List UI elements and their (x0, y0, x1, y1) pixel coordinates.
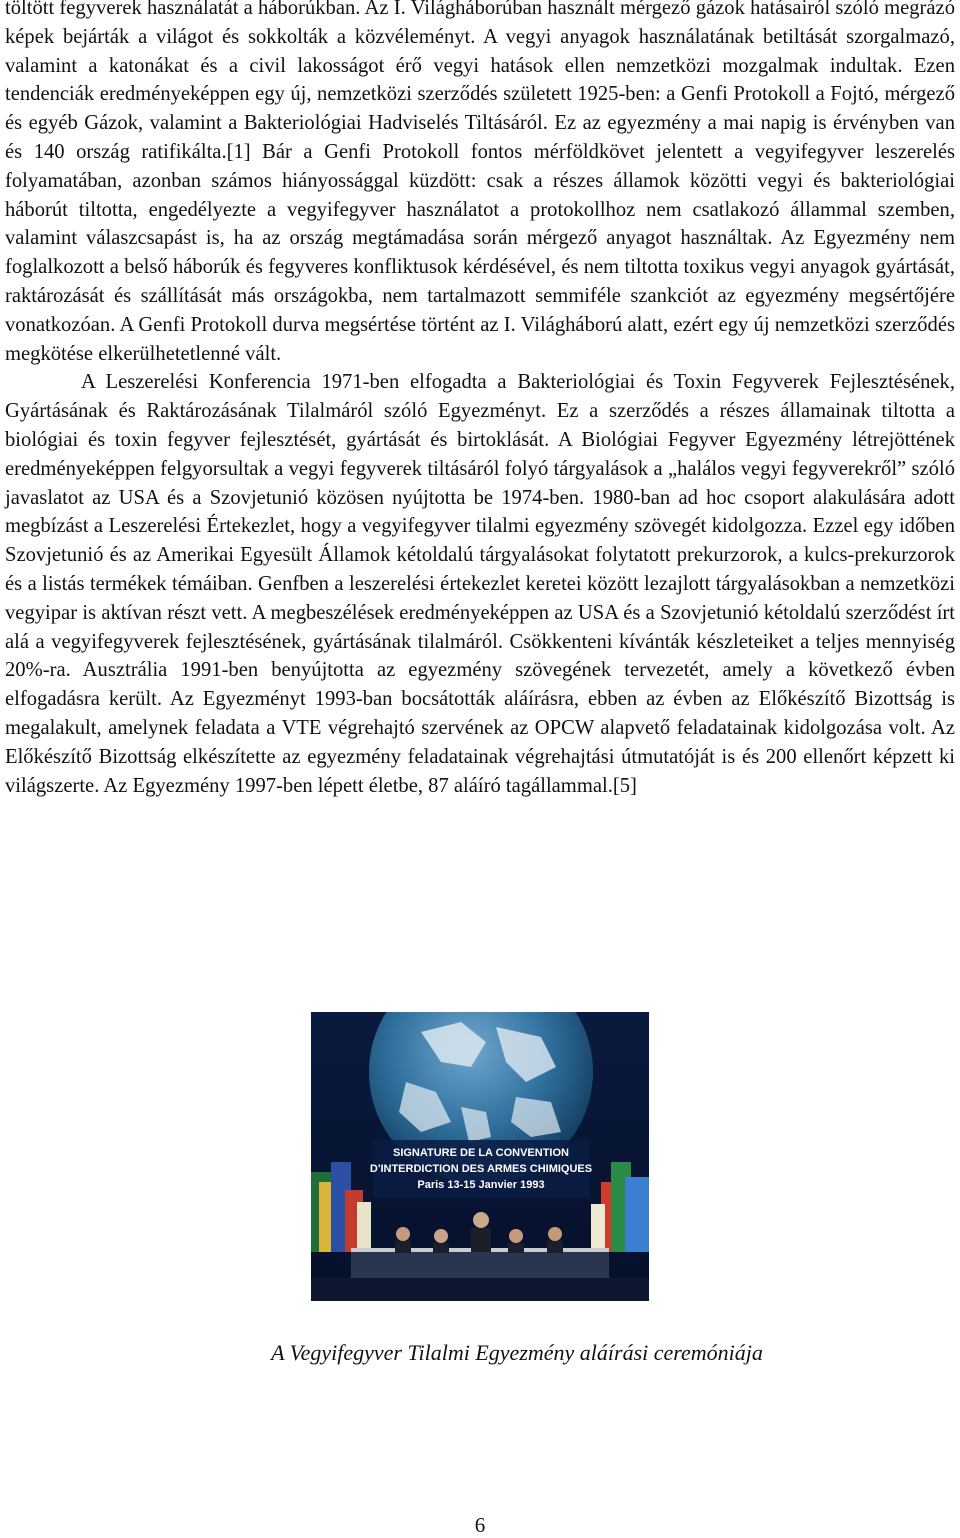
banner-line-1: SIGNATURE DE LA CONVENTION (392, 1147, 570, 1159)
banner-line-3: Paris 13-15 Janvier 1993 (417, 1179, 545, 1191)
paragraph-1: töltött fegyverek használatát a háborúkban. Az I. Világháborúban használt mérgező gázok hatásairól szóló megrázó képek bejárták a világot és sokkolták a közvéleményt. A vegyi anyagok használatának betiltását szorgalmazó, valamint a katonákat és a civil lakosságot érő vegyi hatások ellen nemzetközi mozgalmak indultak. Ezen tendenciák eredményeképpen egy új, nemzetközi szerződés született 1925-ben: a Genfi Protokoll a Fojtó, mérgező és egyéb Gázok, valamint a Bakteriológiai Hadviselés Tiltásáról. Ez az egyezmény a mai napig is érvényben van és 140 ország ratifikálta.[1] Bár a Genfi Protokoll fontos mérföldkövet jelentett a vegyifegyver leszerelés folyamatában, azonban számos hiányossággal küzdött: csak a részes államok közötti vegyi és bakteriológiai háborút tiltotta, engedélyezte a vegyifegyver használatot a protokollhoz nem csatlakozó állammal szemben, valamint válaszcsapást is, ha az ország megtámadása során mérgező anyagot használtak. Az Egyezmény nem foglalkozott a belső háborúk és fegyveres konfliktusok kérdésével, és nem tiltotta toxikus vegyi anyagok gyártását, raktározását és szállítását más országokba, nem tartalmazott semmiféle szankciót az egyezmény megsértőjére vonatkozóan. A Genfi Protokoll durva megsértése történt az I. Világháború alatt, ezért egy új nemzetközi szerződés megkötése elkerülhetetlenné vált. (5, 0, 955, 365)
page-number: 6 (474, 1513, 486, 1537)
signing-ceremony-photo (311, 1012, 649, 1301)
paragraph-2: A Leszerelési Konferencia 1971-ben elfogadta a Bakteriológiai és Toxin Fegyverek Fejlesztésének, Gyártásának és Raktározásának Tilalmáról szóló Egyezményt. Ez a szerződés a részes államainak tiltotta a biológiai és toxin fegyver fejlesztését, gyártását és birtoklását. A Biológiai Fegyver Egyezmény létrejöttének eredményeképpen felgyorsultak a vegyi fegyverek tiltásáról folyó tárgyalások a „halálos vegyi fegyverekről” szóló javaslatot az USA és a Szovjetunió közösen nyújtotta be 1974-ben. 1980-ban ad hoc csoport alakulására adott megbízást a Leszerelési Értekezlet, hogy a vegyifegyver tilalmi egyezmény szövegét kidolgozza. Ezzel egy időben Szovjetunió és az Amerikai Egyesült Államok kétoldalú tárgyalásokat folytatott prekurzorok, a kulcs-prekurzorok és a listás termékek témáiban. Genfben a leszerelési értekezlet keretei között lezajlott tárgyalásokban a nemzetközi vegyipar is aktívan részt vett. A megbeszélések eredményeképpen az USA és a Szovjetunió kétoldalú szerződést írt alá a vegyifegyverek fejlesztésének, gyártásának tilalmáról. Csökkenteni kívánták készleteiket a teljes mennyiség 20%-ra. Ausztrália 1991-ben benyújtotta az egyezmény szövegének tervezetét, amely a következő évben elfogadásra került. Az Egyezményt 1993-ban bocsátották aláírásra, ebben az évben az Előkészítő Bizottság is megalakult, amelynek feladata a VTE végrehajtó szervének az OPCW alapvető feladatainak kidolgozása volt. Az Előkészítő Bizottság elkészítette az egyezmény feladatainak végrehajtási útmutatóját is és 200 ellenőrt képzett ki világszerte. Az Egyezmény 1997-ben lépett életbe, 87 aláíró tagállammal.[5] (5, 371, 955, 797)
body-text (5, 0, 955, 800)
photo-caption: A Vegyifegyver Tilalmi Egyezmény aláírási ceremóniája (271, 1340, 763, 1365)
banner-line-2: D'INTERDICTION DES ARMES CHIMIQUES (369, 1163, 593, 1175)
